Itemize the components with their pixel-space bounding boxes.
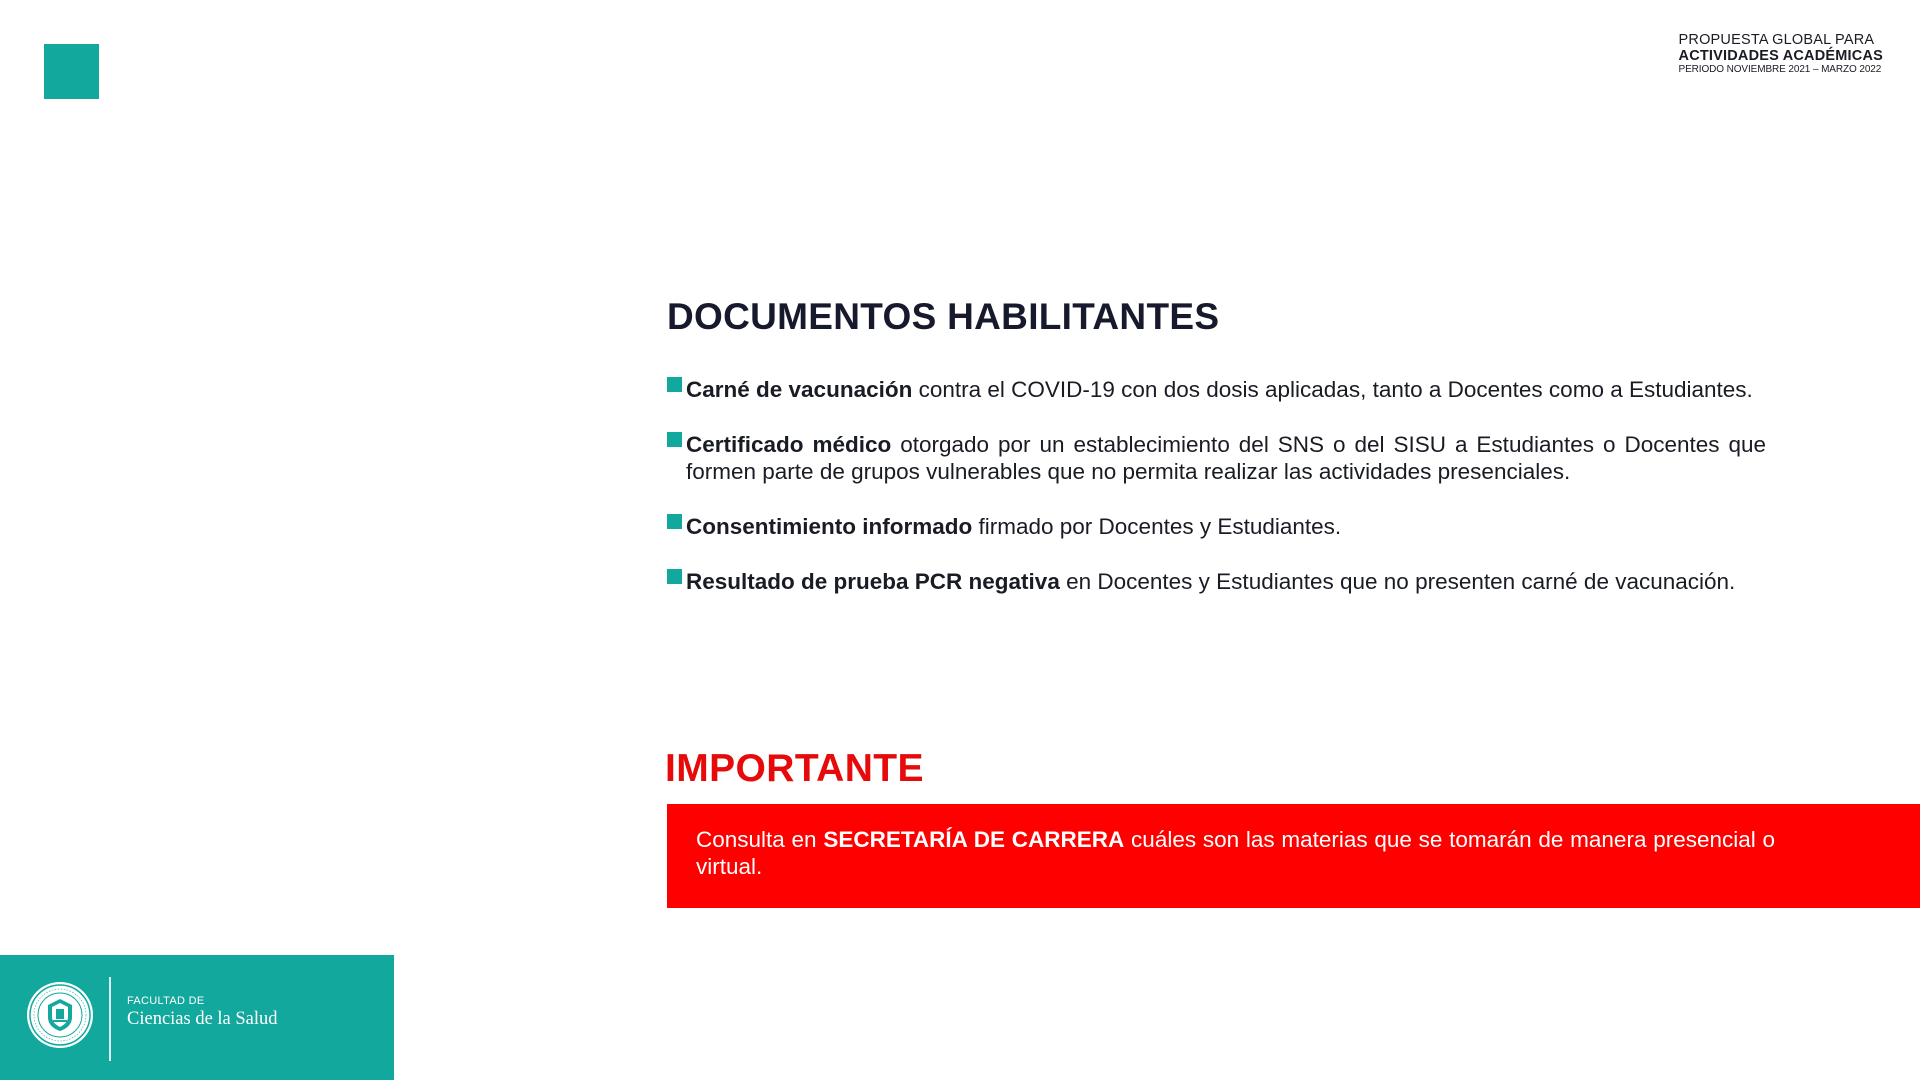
important-notice-box <box>667 804 1920 908</box>
list-item-rest: otorgado por un establecimiento del SNS o del SISU a Estudiantes o Docentes que formen parte de grupos vulnerables que no permita realizar las actividades presenciales. <box>686 432 1767 484</box>
section-title: DOCUMENTOS HABILITANTES <box>667 296 1220 337</box>
list-item-bold: Certificado médico <box>686 432 892 457</box>
notice-bold: SECRETARÍA DE CARRERA <box>823 827 1125 852</box>
list-item-text <box>686 376 1766 403</box>
list-item-text <box>686 568 1766 595</box>
list-item <box>667 568 1766 595</box>
list-item-bold: Resultado de prueba PCR negativa <box>686 569 1060 594</box>
header-line-3: PERIODO NOVIEMBRE 2021 – MARZO 2022 <box>1678 64 1882 76</box>
bullet-square-icon <box>667 432 682 447</box>
bullet-square-icon <box>667 569 682 584</box>
header-info <box>1679 32 1883 76</box>
header-line-2: ACTIVIDADES ACADÉMICAS <box>1678 48 1883 65</box>
bullet-square-icon <box>667 377 682 392</box>
faculty-prefix: FACULTAD DE <box>127 995 205 1007</box>
list-item-rest: contra el COVID-19 con dos dosis aplicadas, tanto a Docentes como a Estudiantes. <box>912 377 1753 402</box>
list-item-rest: firmado por Docentes y Estudiantes. <box>972 514 1342 539</box>
list-item <box>667 376 1766 403</box>
list-item-rest: en Docentes y Estudiantes que no presenten carné de vacunación. <box>1059 569 1736 594</box>
notice-suffix: cuáles son las materias que se tomarán de manera presencial o virtual. <box>696 827 1775 879</box>
header-line-1: PROPUESTA GLOBAL PARA <box>1678 32 1875 48</box>
footer-divider <box>109 977 111 1061</box>
corner-square-icon <box>44 44 99 99</box>
document-list <box>667 376 1766 623</box>
bullet-square-icon <box>667 514 682 529</box>
list-item <box>667 513 1766 540</box>
important-title: IMPORTANTE <box>665 747 924 790</box>
list-item-bold: Carné de vacunación <box>686 377 913 402</box>
important-notice-text <box>696 826 1775 880</box>
list-item <box>667 431 1766 485</box>
faculty-name <box>127 995 278 1030</box>
faculty-title: Ciencias de la Salud <box>127 1009 278 1029</box>
footer-band <box>0 955 394 1080</box>
list-item-text <box>686 513 1766 540</box>
notice-prefix: Consulta en <box>696 827 824 852</box>
list-item-text <box>686 431 1766 485</box>
university-seal-icon <box>26 981 94 1049</box>
list-item-bold: Consentimiento informado <box>686 514 973 539</box>
